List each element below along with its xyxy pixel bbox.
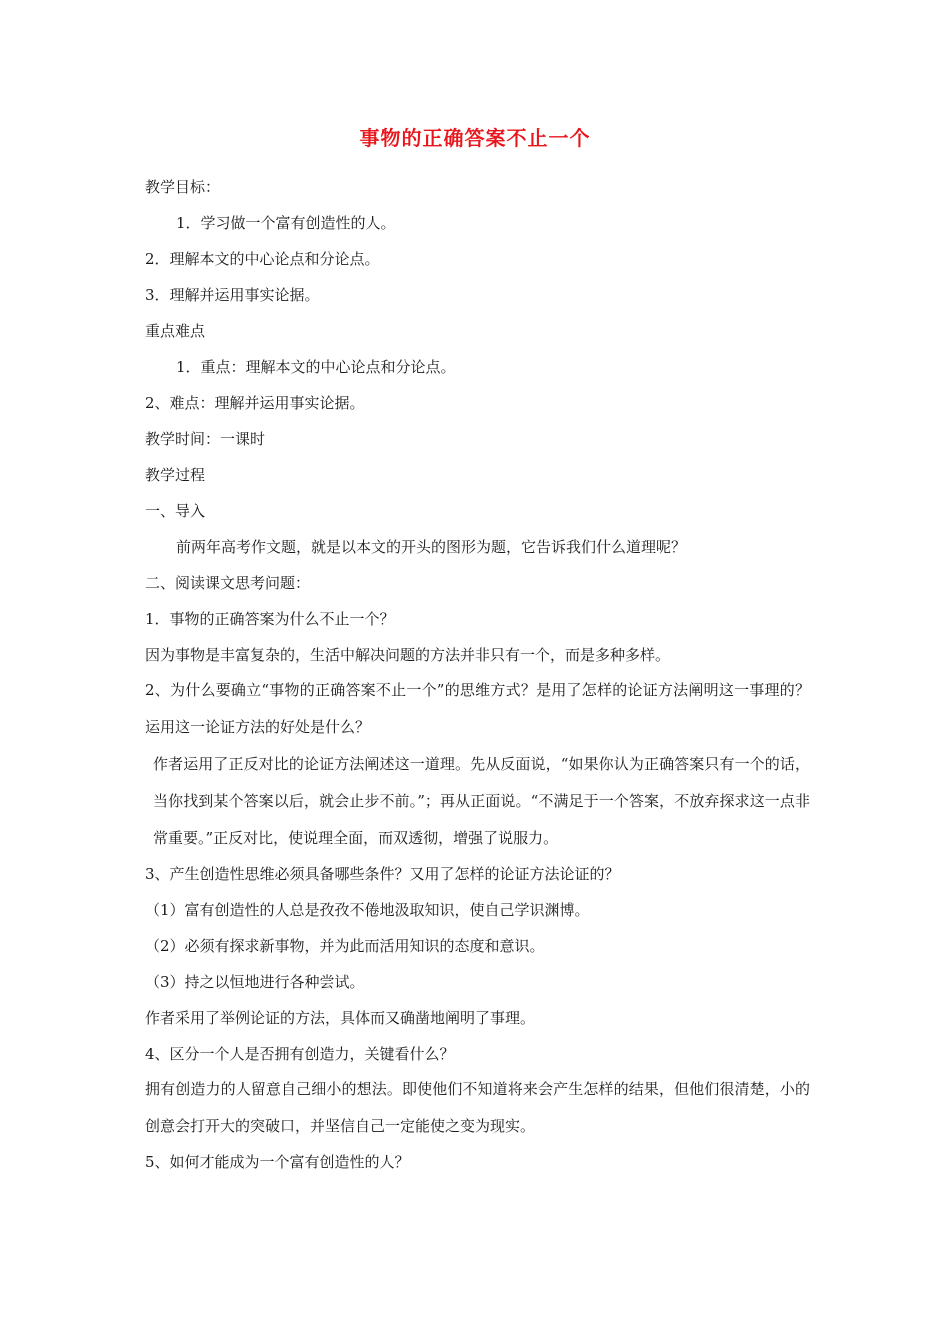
paragraph: 教学过程 — [145, 466, 206, 484]
paragraph: 2．理解本文的中心论点和分论点。 — [145, 250, 380, 268]
paragraph: 2、为什么要确立“事物的正确答案不止一个”的思维方式？是用了怎样的论证方法阐明这一事理的？运用这一论证方法的好处是什么？ — [145, 681, 810, 736]
paragraph: （2）必须有探求新事物，并为此而活用知识的态度和意识。 — [145, 937, 545, 955]
document-body — [145, 176, 810, 1173]
paragraph: 3．理解并运用事实论据。 — [145, 286, 320, 304]
document-title: 事物的正确答案不止一个 — [359, 126, 591, 150]
paragraph: 作者采用了举例论证的方法，具体而又确凿地阐明了事理。 — [145, 1009, 536, 1027]
paragraph: 拥有创造力的人留意自己细小的想法。即使他们不知道将来会产生怎样的结果，但他们很清楚，小的创意会打开大的突破口，并坚信自己一定能使之变为现实。 — [145, 1080, 810, 1135]
paragraph: 4、区分一个人是否拥有创造力，关键看什么？ — [145, 1045, 455, 1063]
paragraph: 重点难点 — [145, 322, 206, 340]
paragraph: 2、难点：理解并运用事实论据。 — [145, 394, 365, 412]
paragraph: 前两年高考作文题，就是以本文的开头的图形为题，它告诉我们什么道理呢？ — [176, 538, 687, 556]
paragraph: 因为事物是丰富复杂的，生活中解决问题的方法并非只有一个，而是多种多样。 — [145, 646, 671, 664]
paragraph: 二、阅读课文思考问题： — [145, 574, 311, 592]
paragraph: 作者运用了正反对比的论证方法阐述这一道理。先从反面说，“如果你认为正确答案只有一个的话，当你找到某个答案以后，就会止步不前。”；再从正面说。“不满足于一个答案，不放弃探求这一点非常重要。”正反对比，使说理全面，而双透彻，增强了说服力。 — [153, 755, 810, 847]
paragraph: 5、如何才能成为一个富有创造性的人？ — [145, 1153, 410, 1171]
paragraph: （1）富有创造性的人总是孜孜不倦地汲取知识，使自己学识渊博。 — [145, 901, 590, 919]
paragraph: 教学目标： — [145, 178, 221, 196]
paragraph: （3）持之以恒地进行各种尝试。 — [145, 973, 365, 991]
paragraph: 1．学习做一个富有创造性的人。 — [176, 214, 396, 232]
paragraph: 3、产生创造性思维必须具备哪些条件？又用了怎样的论证方法论证的？ — [145, 865, 620, 883]
paragraph: 教学时间：一课时 — [145, 430, 266, 448]
paragraph: 1．事物的正确答案为什么不止一个？ — [145, 610, 395, 628]
paragraph: 1．重点：理解本文的中心论点和分论点。 — [176, 358, 456, 376]
paragraph: 一、导入 — [145, 502, 206, 520]
